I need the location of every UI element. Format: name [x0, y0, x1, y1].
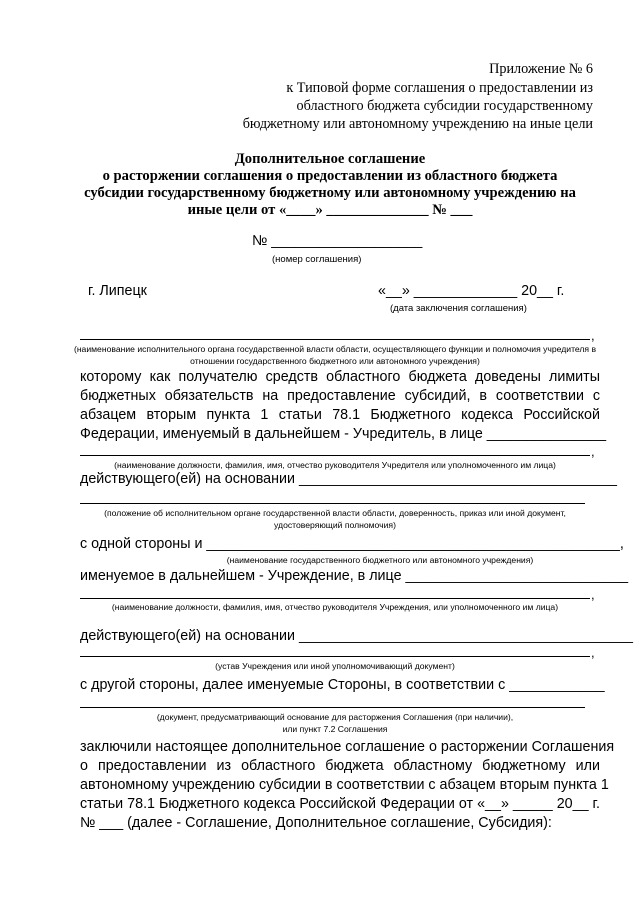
paragraph-line: № ___ (далее - Соглашение, Дополнительное соглашение, Субсидия): — [80, 815, 552, 831]
appendix-reference-line: областного бюджета субсидии государственному — [296, 98, 593, 114]
termination-doc-line — [80, 707, 585, 708]
document-title: Дополнительное соглашение — [234, 151, 426, 167]
comma: , — [591, 587, 595, 602]
document-title-line: иные цели от «____» ______________ № ___ — [187, 202, 473, 218]
paragraph-line: бюджетных обязательств на предоставление субсидий, в соответствии с — [80, 388, 600, 404]
paragraph-line: абзацем вторым пункта 1 статьи 78.1 Бюджетного кодекса Российской — [80, 407, 600, 423]
agreement-number-field: № ___________________ — [252, 233, 423, 249]
founder-basis-field: действующего(ей) на основании ________________________________________ — [80, 471, 618, 487]
founder-head-line — [80, 455, 590, 456]
institution-head-field: именуемое в дальнейшем - Учреждение, в лице ____________________________ — [80, 568, 629, 584]
paragraph-line: которому как получателю средств областного бюджета доведены лимиты — [80, 369, 600, 385]
founder-basis-line — [80, 503, 585, 504]
termination-doc-caption-2: или пункт 7.2 Соглашения — [282, 724, 388, 734]
agreement-date-field: «__» _____________ 20__ г. — [378, 283, 565, 299]
paragraph-line: заключили настоящее дополнительное соглашение о расторжении Соглашения — [80, 739, 615, 755]
city-label: г. Липецк — [88, 283, 147, 299]
one-side-field: с одной стороны и ____________________________________________________, — [80, 536, 624, 552]
institution-head-caption: (наименование должности, фамилия, имя, отчество руководителя Учреждения, или уполномоченного им лица) — [111, 602, 559, 612]
institution-head-line — [80, 598, 590, 599]
paragraph-line: статьи 78.1 Бюджетного кодекса Российской Федерации от «__» _____ 20__ г. — [80, 796, 600, 812]
founder-basis-caption: (положение об исполнительном органе государственной власти области, доверенность, приказ или иной документ, удостоверяющий полномочия) — [104, 508, 566, 530]
authority-name-line — [80, 339, 590, 340]
institution-charter-caption: (устав Учреждения или иной уполномочивающий документ) — [215, 661, 455, 671]
comma: , — [591, 328, 595, 343]
paragraph-line: автономному учреждению субсидии в соответствии с абзацем вторым пункта 1 — [80, 777, 609, 793]
institution-basis-field: действующего(ей) на основании __________________________________________ — [80, 628, 633, 644]
termination-doc-caption: (документ, предусматривающий основание для расторжения Соглашения (при наличии), — [156, 712, 514, 722]
agreement-number-caption: (номер соглашения) — [272, 254, 362, 265]
founder-head-caption: (наименование должности, фамилия, имя, отчество руководителя Учредителя или уполномоченного им лица) — [114, 460, 556, 470]
authority-caption: (наименование исполнительного органа государственной власти области, осуществляющего функции и полномочия учредителя в отношении государственного бюджетного или автономного учреждения) — [73, 344, 597, 366]
comma: , — [591, 645, 595, 660]
document-title-line: субсидии государственному бюджетному или автономному учреждению на — [84, 185, 576, 201]
institution-charter-line — [80, 656, 590, 657]
appendix-reference-line: к Типовой форме соглашения о предоставлении из — [286, 80, 593, 96]
paragraph-line: о предоставлении из областного бюджета областному бюджетному или — [80, 758, 600, 774]
institution-name-caption: (наименование государственного бюджетного или автономного учреждения) — [226, 555, 534, 565]
comma: , — [591, 444, 595, 459]
agreement-date-caption: (дата заключения соглашения) — [390, 303, 527, 314]
appendix-reference-line: бюджетному или автономному учреждению на иные цели — [242, 116, 593, 132]
other-side-field: с другой стороны, далее именуемые Стороны, в соответствии с ____________ — [80, 677, 605, 693]
appendix-number: Приложение № 6 — [489, 61, 593, 77]
document-title-line: о расторжении соглашения о предоставлении из областного бюджета — [102, 168, 558, 184]
paragraph-line: Федерации, именуемый в дальнейшем - Учредитель, в лице _______________ — [80, 426, 607, 442]
